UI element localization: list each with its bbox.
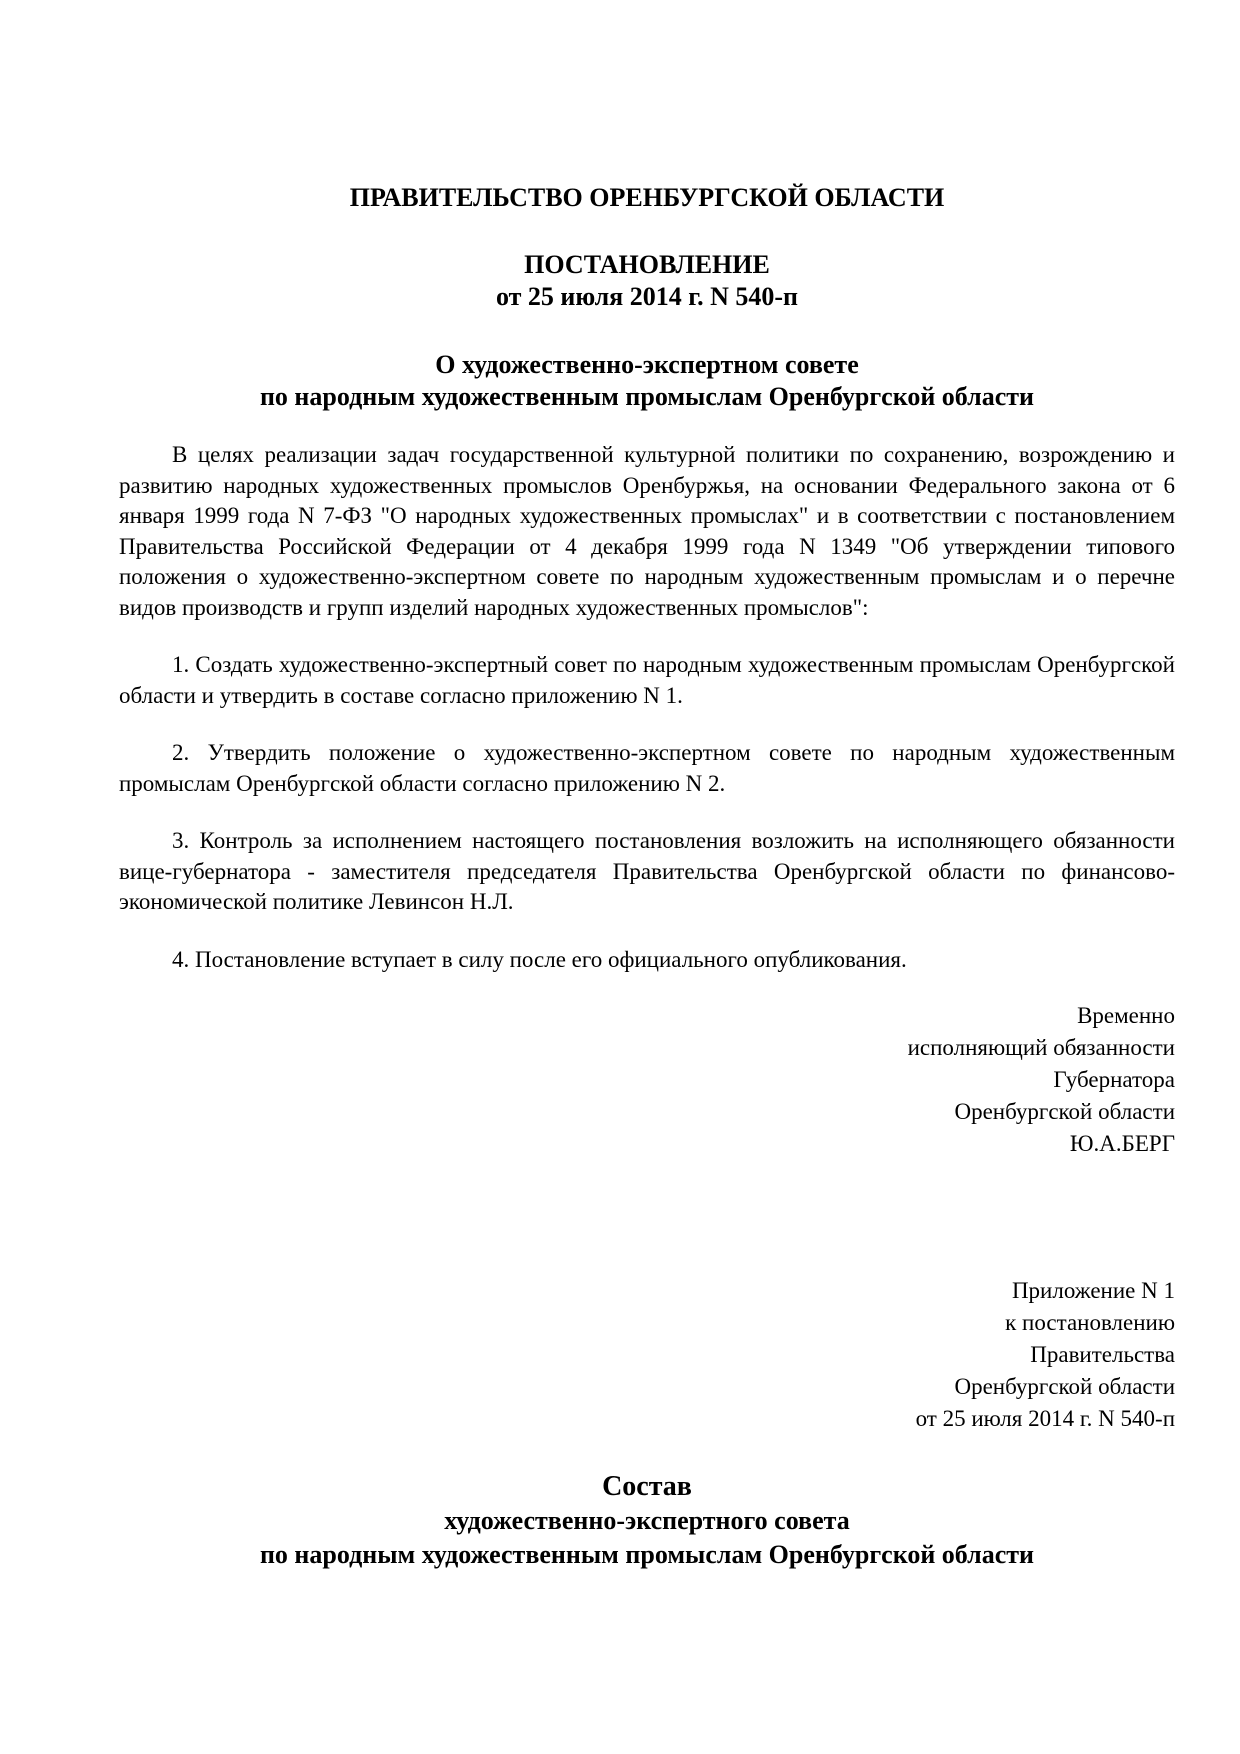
signature-line-2: исполняющий обязанности — [907, 1035, 1175, 1060]
composition-title: Состав — [602, 1471, 692, 1502]
composition-line-2: художественно-экспертного совета — [444, 1506, 850, 1535]
decree-subject — [119, 349, 1175, 413]
decree-type: ПОСТАНОВЛЕНИЕ — [524, 250, 770, 279]
decree-heading — [119, 249, 1175, 313]
subject-line-2: по народным художественным промыслам Оренбургской области — [259, 382, 1035, 411]
subject-line-1: О художественно-экспертном совете — [435, 350, 859, 379]
signature-block — [119, 1000, 1175, 1160]
appendix-line-5: от 25 июля 2014 г. N 540-п — [915, 1406, 1175, 1431]
preamble-paragraph: В целях реализации задач государственной культурной политики по сохранению, возрождению и развитию народных художественных промыслов Оренбуржья, на основании Федерального закона от 6 января 1999 года N 7-ФЗ "О народных художественных промыслах" и в соответствии с постановлением Правительства Российской Федерации от 4 декабря 1999 года N 1349 "Об утверждении типового положения о художественно-экспертном совете по народным художественным промыслам и о перечне видов производств и групп изделий народных художественных промыслов": — [119, 442, 1175, 620]
appendix-header — [119, 1275, 1175, 1435]
signature-line-1: Временно — [1077, 1003, 1175, 1028]
signature-name: Ю.А.БЕРГ — [1069, 1131, 1175, 1156]
signature-line-4: Оренбургской области — [954, 1099, 1175, 1124]
government-title: ПРАВИТЕЛЬСТВО ОРЕНБУРГСКОЙ ОБЛАСТИ — [349, 183, 945, 212]
appendix-line-1: Приложение N 1 — [1011, 1278, 1175, 1303]
clause-3: 3. Контроль за исполнением настоящего постановления возложить на исполняющего обязанности вице-губернатора - заместителя председателя Правительства Оренбургской области по финансово-экономической политике Левинсон Н.Л. — [119, 828, 1175, 914]
clause-1: 1. Создать художественно-экспертный совет по народным художественным промыслам Оренбургской области и утвердить в составе согласно приложению N 1. — [119, 652, 1175, 708]
appendix-line-4: Оренбургской области — [954, 1374, 1175, 1399]
decree-date-number: от 25 июля 2014 г. N 540-п — [495, 282, 799, 311]
composition-heading — [119, 1470, 1175, 1572]
appendix-line-3: Правительства — [1030, 1342, 1175, 1367]
clause-4: 4. Постановление вступает в силу после его официального опубликования. — [172, 946, 907, 972]
clause-2: 2. Утвердить положение о художественно-экспертном совете по народным художественным промыслам Оренбургской области согласно приложению N 2. — [119, 740, 1175, 796]
signature-line-3: Губернатора — [1053, 1067, 1175, 1092]
composition-line-3: по народным художественным промыслам Оренбургской области — [259, 1540, 1035, 1569]
appendix-line-2: к постановлению — [1005, 1310, 1175, 1335]
